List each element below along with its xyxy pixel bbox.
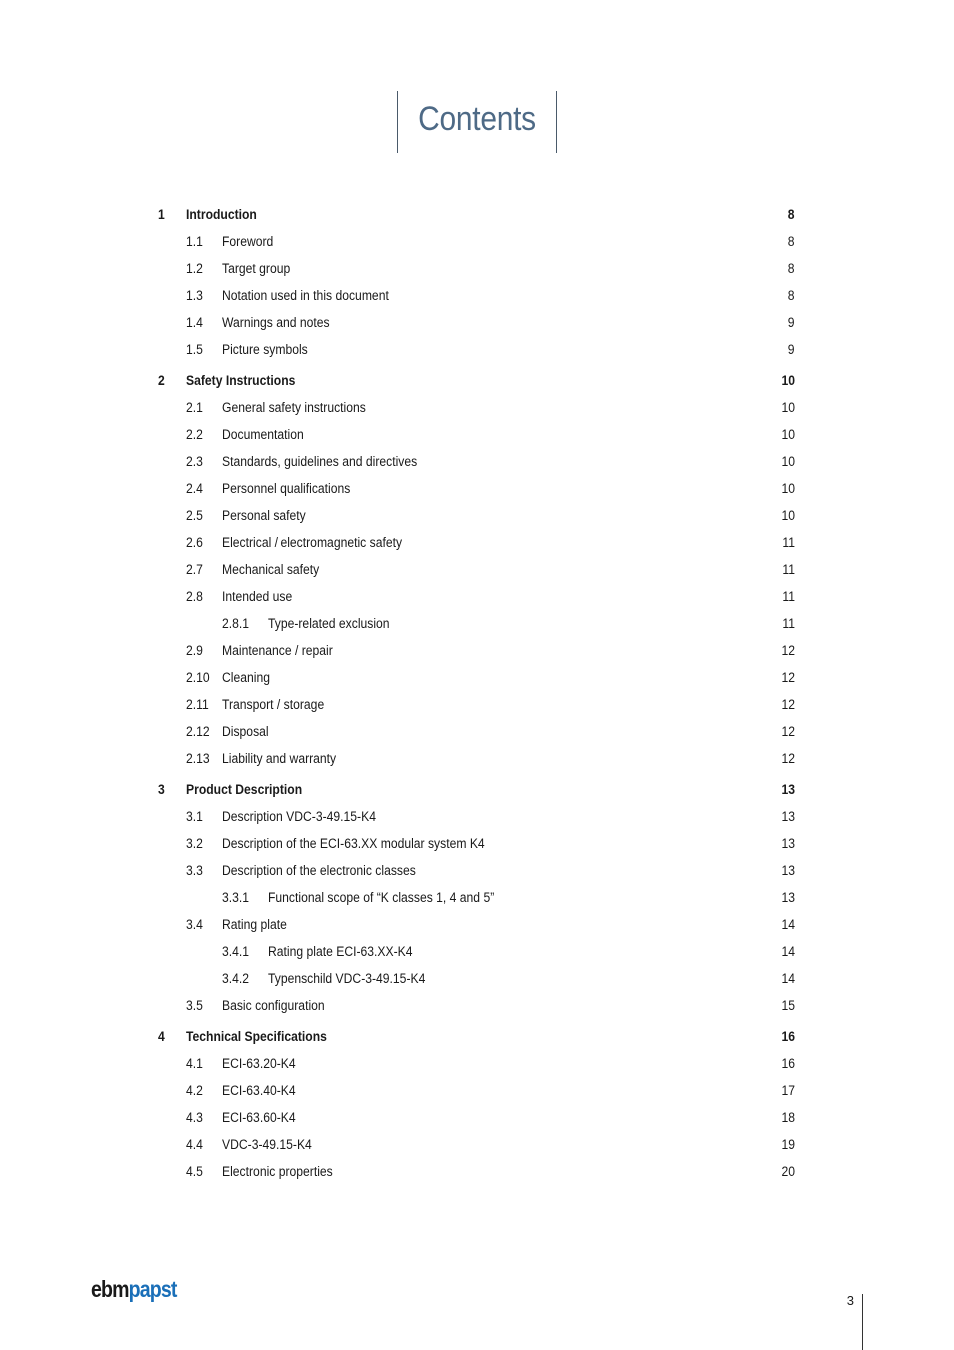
toc-entry-title[interactable]: Rating plate: [222, 917, 287, 932]
toc-entry-number: 2.4: [186, 481, 203, 496]
toc-entry-page[interactable]: 13: [781, 809, 795, 824]
toc-entry-number: 1.5: [186, 342, 203, 357]
toc-entry-page[interactable]: 13: [781, 890, 795, 905]
toc-entry-number: 1.1: [186, 234, 203, 249]
toc-entry-number: 3.3.1: [222, 890, 250, 905]
toc-entry-page[interactable]: 8: [788, 261, 795, 276]
toc-entry-number: 2.9: [186, 643, 203, 658]
toc-entry-page[interactable]: 12: [781, 643, 795, 658]
toc-entry-3-5[interactable]: [0, 996, 954, 1016]
toc-entry-page[interactable]: 11: [782, 616, 795, 631]
toc-entry-2[interactable]: [0, 371, 954, 391]
toc-entry-2-6[interactable]: [0, 533, 954, 553]
title-divider-left: [397, 91, 398, 153]
toc-entry-page[interactable]: 8: [788, 207, 795, 222]
toc-entry-page[interactable]: 13: [781, 863, 795, 878]
toc-entry-number: 1: [158, 207, 165, 222]
logo-part-ebm: ebm: [91, 1276, 129, 1302]
toc-entry-title[interactable]: Documentation: [222, 427, 304, 442]
toc-entry-page[interactable]: 10: [781, 400, 795, 415]
toc-entry-number: 4.3: [186, 1110, 203, 1125]
toc-entry-number: 4.4: [186, 1137, 203, 1152]
toc-entry-2-7[interactable]: [0, 560, 954, 580]
toc-entry-page[interactable]: 10: [781, 427, 795, 442]
toc-entry-page[interactable]: 8: [788, 288, 795, 303]
toc-entry-2-3[interactable]: [0, 452, 954, 472]
toc-entry-number: 3.4.2: [222, 971, 250, 986]
toc-entry-page[interactable]: 12: [781, 724, 795, 739]
toc-entry-number: 3.1: [186, 809, 203, 824]
toc-entry-2-1[interactable]: [0, 398, 954, 418]
toc-entry-4[interactable]: [0, 1027, 954, 1047]
toc-entry-number: 2.11: [186, 697, 209, 712]
toc-entry-4-1[interactable]: [0, 1054, 954, 1074]
toc-entry-title[interactable]: Electrical / electromagnetic safety: [222, 535, 403, 550]
toc-entry-1-4[interactable]: [0, 313, 954, 333]
toc-entry-title[interactable]: Personnel qualifications: [222, 481, 351, 496]
toc-entry-title[interactable]: Introduction: [186, 207, 257, 222]
toc-entry-title[interactable]: Description of the electronic classes: [222, 863, 416, 878]
toc-entry-page[interactable]: 8: [788, 234, 795, 249]
toc-entry-title[interactable]: ECI-63.40-K4: [222, 1083, 296, 1098]
page-number-divider: [862, 1294, 863, 1350]
toc-entry-4-4[interactable]: [0, 1135, 954, 1155]
toc-entry-3-4-2[interactable]: [0, 969, 954, 989]
toc-entry-page[interactable]: 11: [782, 535, 795, 550]
toc-entry-title[interactable]: Liability and warranty: [222, 751, 337, 766]
toc-entry-number: 4: [158, 1029, 165, 1044]
toc-entry-page[interactable]: 18: [781, 1110, 795, 1125]
toc-entry-title[interactable]: Electronic properties: [222, 1164, 333, 1179]
toc-entry-title[interactable]: ECI-63.60-K4: [222, 1110, 296, 1125]
toc-entry-number: 2.3: [186, 454, 203, 469]
toc-entry-number: 4.1: [186, 1056, 203, 1071]
toc-entry-2-9[interactable]: [0, 641, 954, 661]
toc-entry-number: 2: [158, 373, 165, 388]
toc-entry-title[interactable]: Warnings and notes: [222, 315, 330, 330]
toc-entry-2-11[interactable]: [0, 695, 954, 715]
toc-entry-1[interactable]: [0, 205, 954, 225]
toc-entry-page[interactable]: 15: [781, 998, 795, 1013]
toc-entry-title[interactable]: General safety instructions: [222, 400, 366, 415]
toc-entry-page[interactable]: 14: [781, 917, 795, 932]
toc-entry-page[interactable]: 12: [781, 751, 795, 766]
toc-entry-number: 2.8: [186, 589, 203, 604]
toc-entry-4-3[interactable]: [0, 1108, 954, 1128]
toc-entry-number: 2.12: [186, 724, 210, 739]
toc-entry-title[interactable]: Standards, guidelines and directives: [222, 454, 418, 469]
toc-entry-title[interactable]: Disposal: [222, 724, 269, 739]
toc-entry-page[interactable]: 14: [781, 944, 795, 959]
toc-entry-1-5[interactable]: [0, 340, 954, 360]
toc-entry-number: 3: [158, 782, 165, 797]
toc-entry-number: 2.10: [186, 670, 210, 685]
toc-entry-title[interactable]: Description of the ECI-63.XX modular system K4: [222, 836, 485, 851]
toc-entry-title[interactable]: Basic configuration: [222, 998, 325, 1013]
toc-entry-number: 3.2: [186, 836, 203, 851]
toc-entry-title[interactable]: Description VDC-3-49.15-K4: [222, 809, 376, 824]
toc-entry-number: 2.1: [186, 400, 203, 415]
toc-entry-page[interactable]: 10: [781, 508, 795, 523]
toc-entry-title[interactable]: Maintenance / repair: [222, 643, 333, 658]
toc-entry-page[interactable]: 16: [781, 1029, 795, 1044]
toc-entry-3-1[interactable]: [0, 807, 954, 827]
toc-entry-title[interactable]: VDC-3-49.15-K4: [222, 1137, 312, 1152]
toc-entry-3-2[interactable]: [0, 834, 954, 854]
toc-entry-2-8[interactable]: [0, 587, 954, 607]
toc-entry-3-4-1[interactable]: [0, 942, 954, 962]
toc-entry-title[interactable]: Notation used in this document: [222, 288, 389, 303]
toc-entry-page[interactable]: 12: [781, 697, 795, 712]
toc-entry-page[interactable]: 11: [782, 562, 795, 577]
toc-entry-number: 3.5: [186, 998, 203, 1013]
toc-entry-3-4[interactable]: [0, 915, 954, 935]
toc-entry-title[interactable]: Intended use: [222, 589, 293, 604]
toc-entry-page[interactable]: 16: [781, 1056, 795, 1071]
toc-entry-number: 3.4: [186, 917, 203, 932]
page-title: Contents: [418, 100, 536, 138]
toc-entry-page[interactable]: 17: [781, 1083, 795, 1098]
toc-entry-title[interactable]: Product Description: [186, 782, 303, 797]
toc-entry-title[interactable]: Personal safety: [222, 508, 306, 523]
page-number: 3: [846, 1293, 854, 1308]
toc-entry-title[interactable]: Type-related exclusion: [268, 616, 390, 631]
toc-entry-1-2[interactable]: [0, 259, 954, 279]
toc-entry-number: 2.13: [186, 751, 210, 766]
toc-entry-number: 2.7: [186, 562, 203, 577]
toc-entry-2-2[interactable]: [0, 425, 954, 445]
toc-entry-page[interactable]: 14: [781, 971, 795, 986]
toc-entry-page[interactable]: 11: [782, 589, 795, 604]
toc-entry-4-2[interactable]: [0, 1081, 954, 1101]
toc-entry-3-3-1[interactable]: [0, 888, 954, 908]
toc-entry-title[interactable]: Target group: [222, 261, 291, 276]
toc-entry-title[interactable]: Functional scope of “K classes 1, 4 and 5”: [268, 890, 495, 905]
toc-entry-2-13[interactable]: [0, 749, 954, 769]
toc-entry-title[interactable]: Technical Specifications: [186, 1029, 327, 1044]
toc-entry-1-3[interactable]: [0, 286, 954, 306]
toc-entry-2-5[interactable]: [0, 506, 954, 526]
toc-entry-page[interactable]: 10: [781, 454, 795, 469]
toc-entry-3[interactable]: [0, 780, 954, 800]
logo-part-papst: papst: [128, 1276, 177, 1302]
toc-entry-number: 1.3: [186, 288, 203, 303]
toc-entry-number: 3.4.1: [222, 944, 250, 959]
toc-entry-page[interactable]: 13: [781, 782, 795, 797]
toc-entry-2-10[interactable]: [0, 668, 954, 688]
toc-entry-number: 4.5: [186, 1164, 203, 1179]
toc-entry-page[interactable]: 13: [781, 836, 795, 851]
toc-entry-number: 4.2: [186, 1083, 203, 1098]
toc-entry-page[interactable]: 19: [781, 1137, 795, 1152]
toc-entry-2-12[interactable]: [0, 722, 954, 742]
toc-entry-page[interactable]: 10: [781, 373, 795, 388]
toc-entry-title[interactable]: Cleaning: [222, 670, 270, 685]
toc-entry-title[interactable]: Mechanical safety: [222, 562, 320, 577]
toc-entry-number: 2.5: [186, 508, 203, 523]
toc-entry-page[interactable]: 20: [781, 1164, 795, 1179]
toc-entry-number: 1.4: [186, 315, 203, 330]
toc-entry-page[interactable]: 9: [788, 315, 795, 330]
toc-entry-number: 2.8.1: [222, 616, 250, 631]
toc-entry-title[interactable]: Transport / storage: [222, 697, 325, 712]
toc-entry-3-3[interactable]: [0, 861, 954, 881]
toc-entry-number: 2.2: [186, 427, 203, 442]
toc-entry-page[interactable]: 12: [781, 670, 795, 685]
toc-entry-number: 3.3: [186, 863, 203, 878]
toc-entry-page[interactable]: 10: [781, 481, 795, 496]
toc-entry-1-1[interactable]: [0, 232, 954, 252]
ebmpapst-logo: [91, 1276, 177, 1303]
toc-entry-4-5[interactable]: [0, 1162, 954, 1182]
toc-entry-title[interactable]: Foreword: [222, 234, 274, 249]
toc-entry-title[interactable]: Picture symbols: [222, 342, 308, 357]
toc-entry-2-4[interactable]: [0, 479, 954, 499]
toc-entry-title[interactable]: Safety Instructions: [186, 373, 296, 388]
toc-entry-number: 2.6: [186, 535, 203, 550]
title-divider-right: [556, 91, 557, 153]
toc-entry-page[interactable]: 9: [788, 342, 795, 357]
toc-entry-number: 1.2: [186, 261, 203, 276]
toc-entry-title[interactable]: Typenschild VDC-3-49.15-K4: [268, 971, 426, 986]
toc-entry-title[interactable]: ECI-63.20-K4: [222, 1056, 296, 1071]
toc-entry-title[interactable]: Rating plate ECI-63.XX-K4: [268, 944, 413, 959]
toc-entry-2-8-1[interactable]: [0, 614, 954, 634]
